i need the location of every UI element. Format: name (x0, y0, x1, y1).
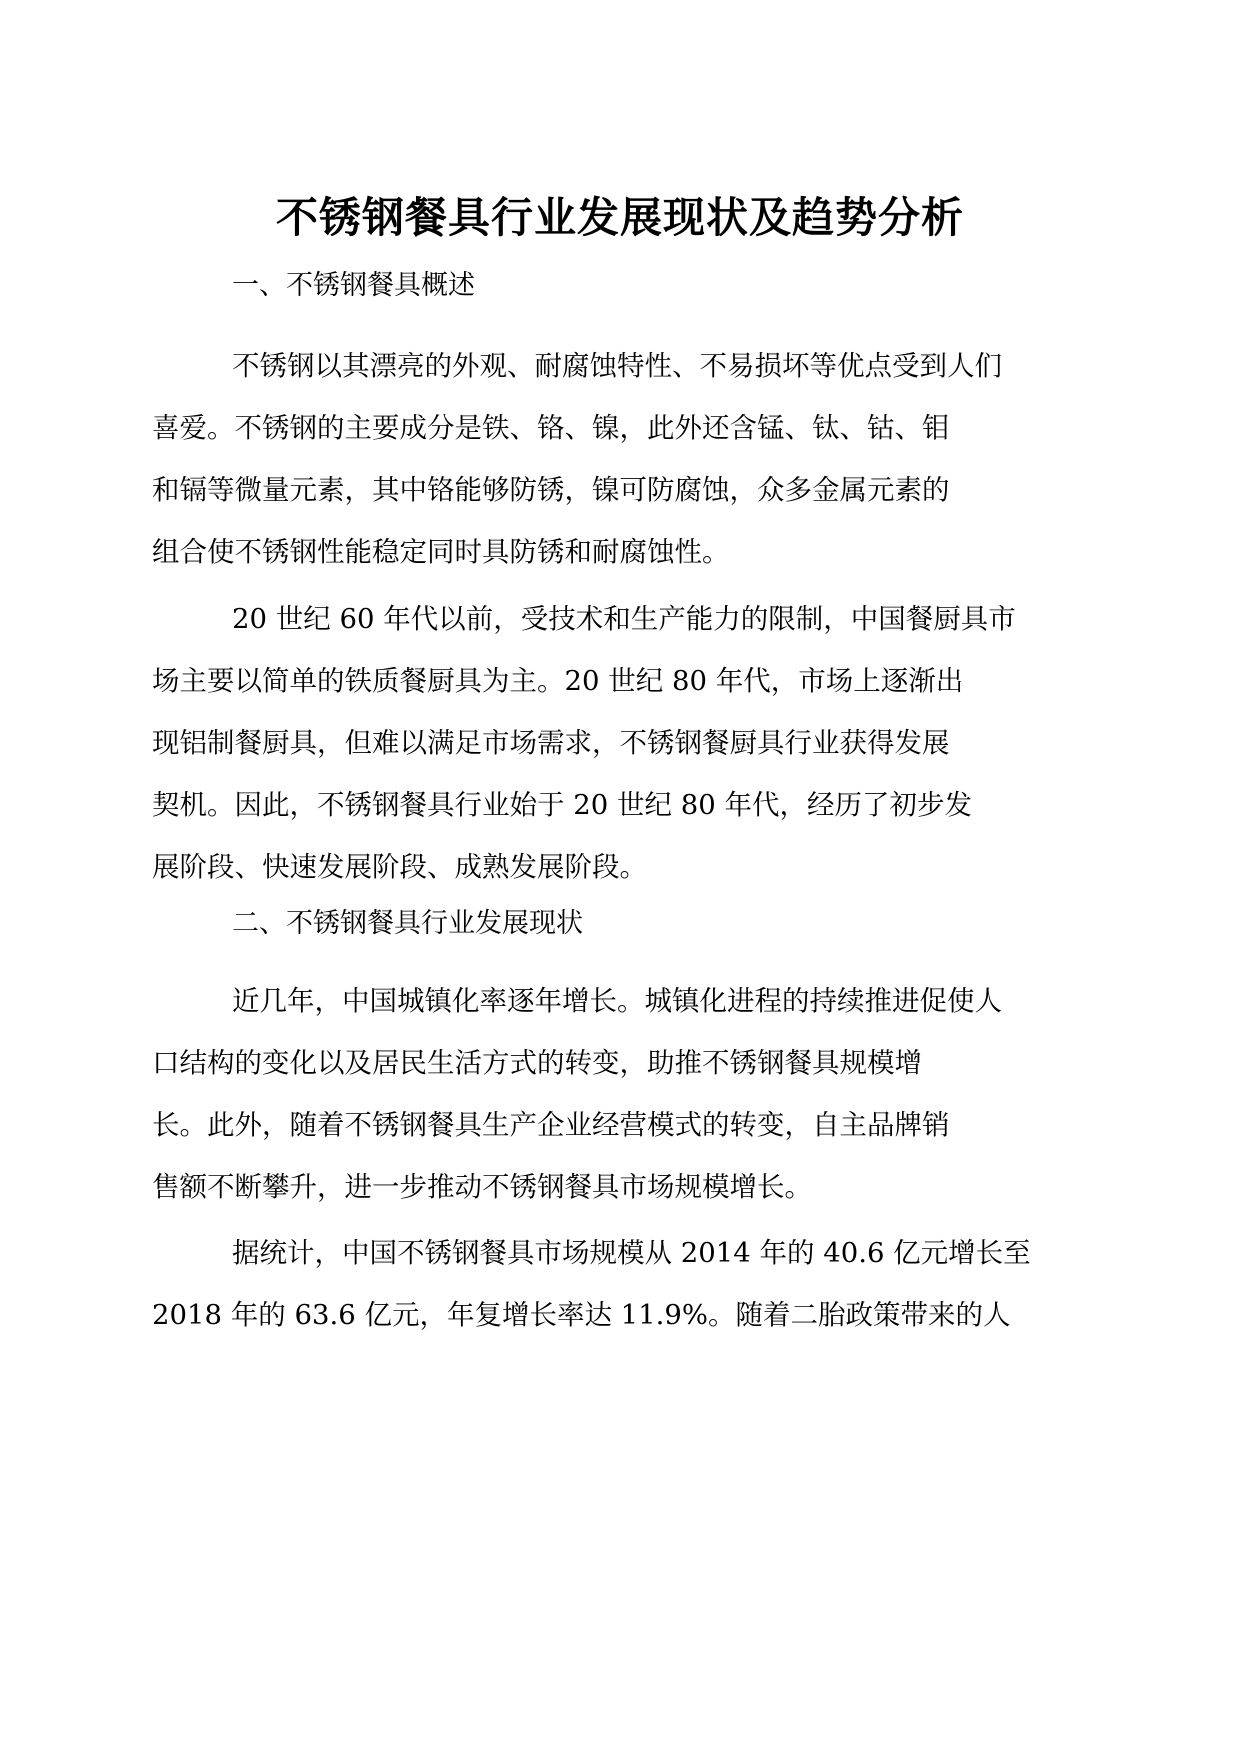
paragraph-line: 展阶段、快速发展阶段、成熟发展阶段。 (152, 851, 647, 883)
paragraph-line: 据统计，中国不锈钢餐具市场规模从 2014 年的 40.6 亿元增长至 (232, 1237, 1031, 1269)
paragraph-line: 2018 年的 63.6 亿元，年复增长率达 11.9%。随着二胎政策带来的人 (152, 1299, 1011, 1331)
paragraph-line: 售额不断攀升，进一步推动不锈钢餐具市场规模增长。 (152, 1171, 812, 1203)
paragraph-line: 和镉等微量元素，其中铬能够防锈，镍可防腐蚀，众多金属元素的 (152, 474, 950, 506)
paragraph-line: 不锈钢以其漂亮的外观、耐腐蚀特性、不易损坏等优点受到人们 (232, 350, 1002, 382)
paragraph-4 (152, 1222, 1050, 1346)
paragraph-line: 长。此外，随着不锈钢餐具生产企业经营模式的转变，自主品牌销 (152, 1109, 950, 1141)
paragraph-line: 喜爱。不锈钢的主要成分是铁、铬、镍，此外还含锰、钛、钴、钼 (152, 412, 950, 444)
paragraph-line: 现铝制餐厨具，但难以满足市场需求，不锈钢餐厨具行业获得发展 (152, 727, 950, 759)
paragraph-line: 20 世纪 60 年代以前，受技术和生产能力的限制，中国餐厨具市 (232, 603, 1016, 635)
paragraph-line: 契机。因此，不锈钢餐具行业始于 20 世纪 80 年代，经历了初步发 (152, 789, 972, 821)
paragraph-line: 组合使不锈钢性能稳定同时具防锈和耐腐蚀性。 (152, 536, 730, 568)
document-title: 不锈钢餐具行业发展现状及趋势分析 (275, 193, 964, 242)
paragraph-2 (152, 588, 1050, 898)
paragraph-3 (152, 970, 1050, 1218)
paragraph-1 (152, 335, 1050, 583)
paragraph-line: 口结构的变化以及居民生活方式的转变，助推不锈钢餐具规模增 (152, 1047, 922, 1079)
section-heading-2: 二、不锈钢餐具行业发展现状 (232, 908, 583, 939)
paragraph-line: 场主要以简单的铁质餐厨具为主。20 世纪 80 年代，市场上逐渐出 (152, 665, 964, 697)
paragraph-line: 近几年，中国城镇化率逐年增长。城镇化进程的持续推进促使人 (232, 985, 1002, 1017)
section-heading-1: 一、不锈钢餐具概述 (232, 270, 475, 301)
